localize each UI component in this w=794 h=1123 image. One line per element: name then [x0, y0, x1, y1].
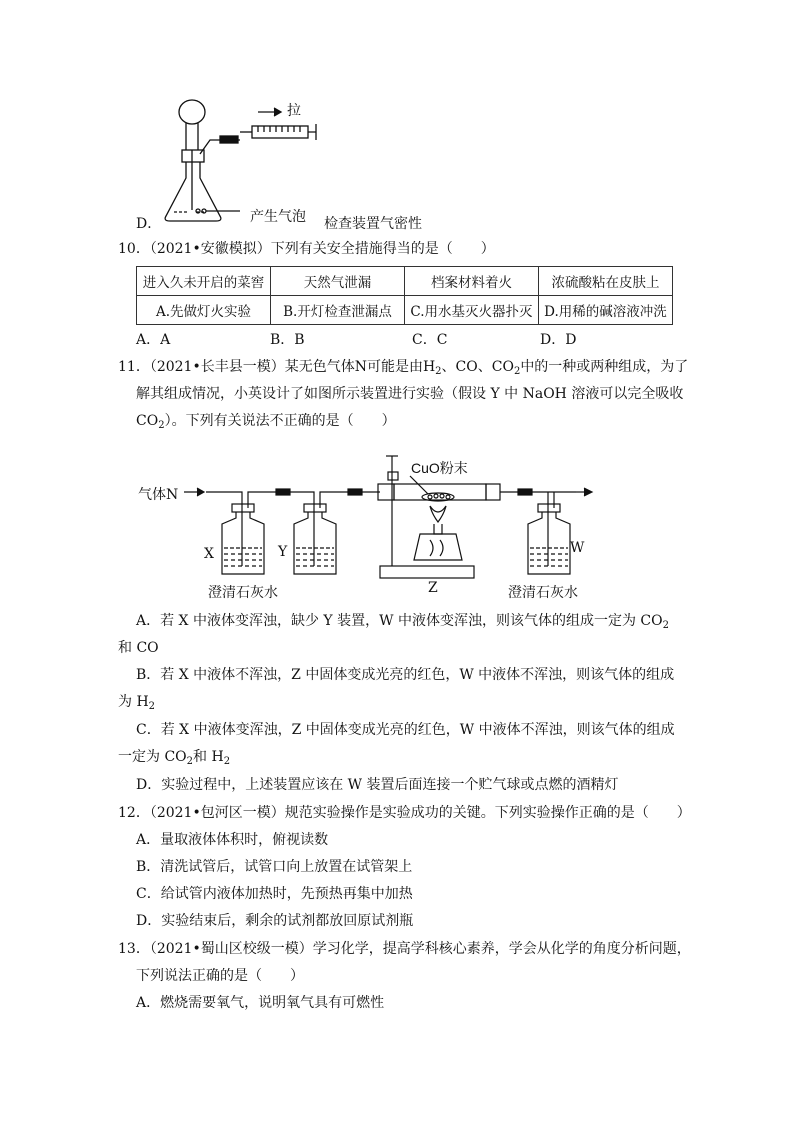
choice-d: D．D [540, 332, 577, 348]
bubble-label: 产生气泡 [250, 209, 306, 225]
q11-option-c-line1: C．若 X 中液体变浑浊，Z 中固体变成光亮的红色，W 中液体不浑浊，则该气体的组成 [136, 722, 675, 738]
question-11-stem-line1: 11．（2021•长丰县一模）某无色气体N可能是由$H_2$、CO、$CO_2$中的一种或两种组成，为了 [118, 359, 689, 377]
choice-c: C．C [412, 332, 448, 348]
table-cell: 进入久未开启的菜窖 [137, 267, 271, 296]
table-cell: A.先做灯火实验 [137, 296, 271, 325]
question-11-stem-line3: $CO_2$）。下列有关说法不正确的是（ ） [136, 413, 396, 431]
q12-option-b: B．清洗试管后，试管口向上放置在试管架上 [136, 859, 413, 875]
table-cell: 天然气泄漏 [271, 267, 405, 296]
table-cell: C.用水基灭火器扑灭 [405, 296, 539, 325]
q12-option-c: C．给试管内液体加热时，先预热再集中加热 [136, 886, 413, 902]
q11-option-b-line1: B．若 X 中液体不浑浊，Z 中固体变成光亮的红色，W 中液体不浑浊，则该气体的组成 [136, 667, 675, 683]
question-13-stem-line2: 下列说法正确的是（ ） [136, 968, 304, 984]
table-cell: 档案材料着火 [405, 267, 539, 296]
q12-option-a: A．量取液体体积时，俯视读数 [136, 832, 329, 848]
q11-option-a-line2: 和 CO [118, 640, 159, 656]
table-cell: D.用稀的碱溶液冲洗 [539, 296, 673, 325]
bottle-x-label: X [204, 546, 214, 562]
q12-option-d: D．实验结束后，剩余的试剂都放回原试剂瓶 [136, 913, 414, 929]
question-13-stem-line1: 13．（2021•蜀山区校级一模）学习化学，提高学科核心素养，学会从化学的角度分析问题， [118, 941, 691, 957]
table-cell: 浓硫酸粘在皮肤上 [539, 267, 673, 296]
apparatus-z-label: Z [428, 580, 438, 596]
cuo-label: CuO粉末 [411, 460, 468, 476]
q11-option-b-line2: 为 $H_2$ [118, 694, 156, 712]
choice-a: A．A [136, 332, 171, 348]
figure-caption: 检查装置气密性 [324, 216, 422, 232]
q13-option-a: A．燃烧需要氧气，说明氧气具有可燃性 [136, 995, 385, 1011]
q11-option-a-line1: A．若 X 中液体变浑浊，缺少 Y 装置，W 中液体变浑浊，则该气体的组成一定为 $CO_2$ [136, 613, 669, 631]
limewater-left-label: 澄清石灰水 [208, 585, 278, 601]
question-11-stem-line2: 解其组成情况，小英设计了如图所示装置进行实验（假设 Y 中 NaOH 溶液可以完全吸收 [136, 386, 684, 402]
question-12-stem: 12．（2021•包河区一模）规范实验操作是实验成功的关键。下列实验操作正确的是（ ） [118, 805, 691, 821]
option-d-letter: D． [136, 216, 162, 232]
bottle-w-label: W [570, 540, 585, 556]
choice-b: B．B [270, 332, 305, 348]
pull-label: 拉 [287, 103, 301, 119]
table-cell: B.开灯检查泄漏点 [271, 296, 405, 325]
question-10-stem: 10．（2021•安徽模拟）下列有关安全措施得当的是（ ） [118, 241, 495, 257]
q11-option-d: D．实验过程中，上述装置应该在 W 装置后面连接一个贮气球或点燃的酒精灯 [136, 777, 619, 793]
gas-n-label: 气体N [138, 487, 179, 503]
limewater-right-label: 澄清石灰水 [508, 585, 578, 601]
q11-option-c-line2: 一定为 $CO_2$和 $H_2$ [118, 749, 231, 767]
bottle-y-label: Y [278, 544, 288, 560]
